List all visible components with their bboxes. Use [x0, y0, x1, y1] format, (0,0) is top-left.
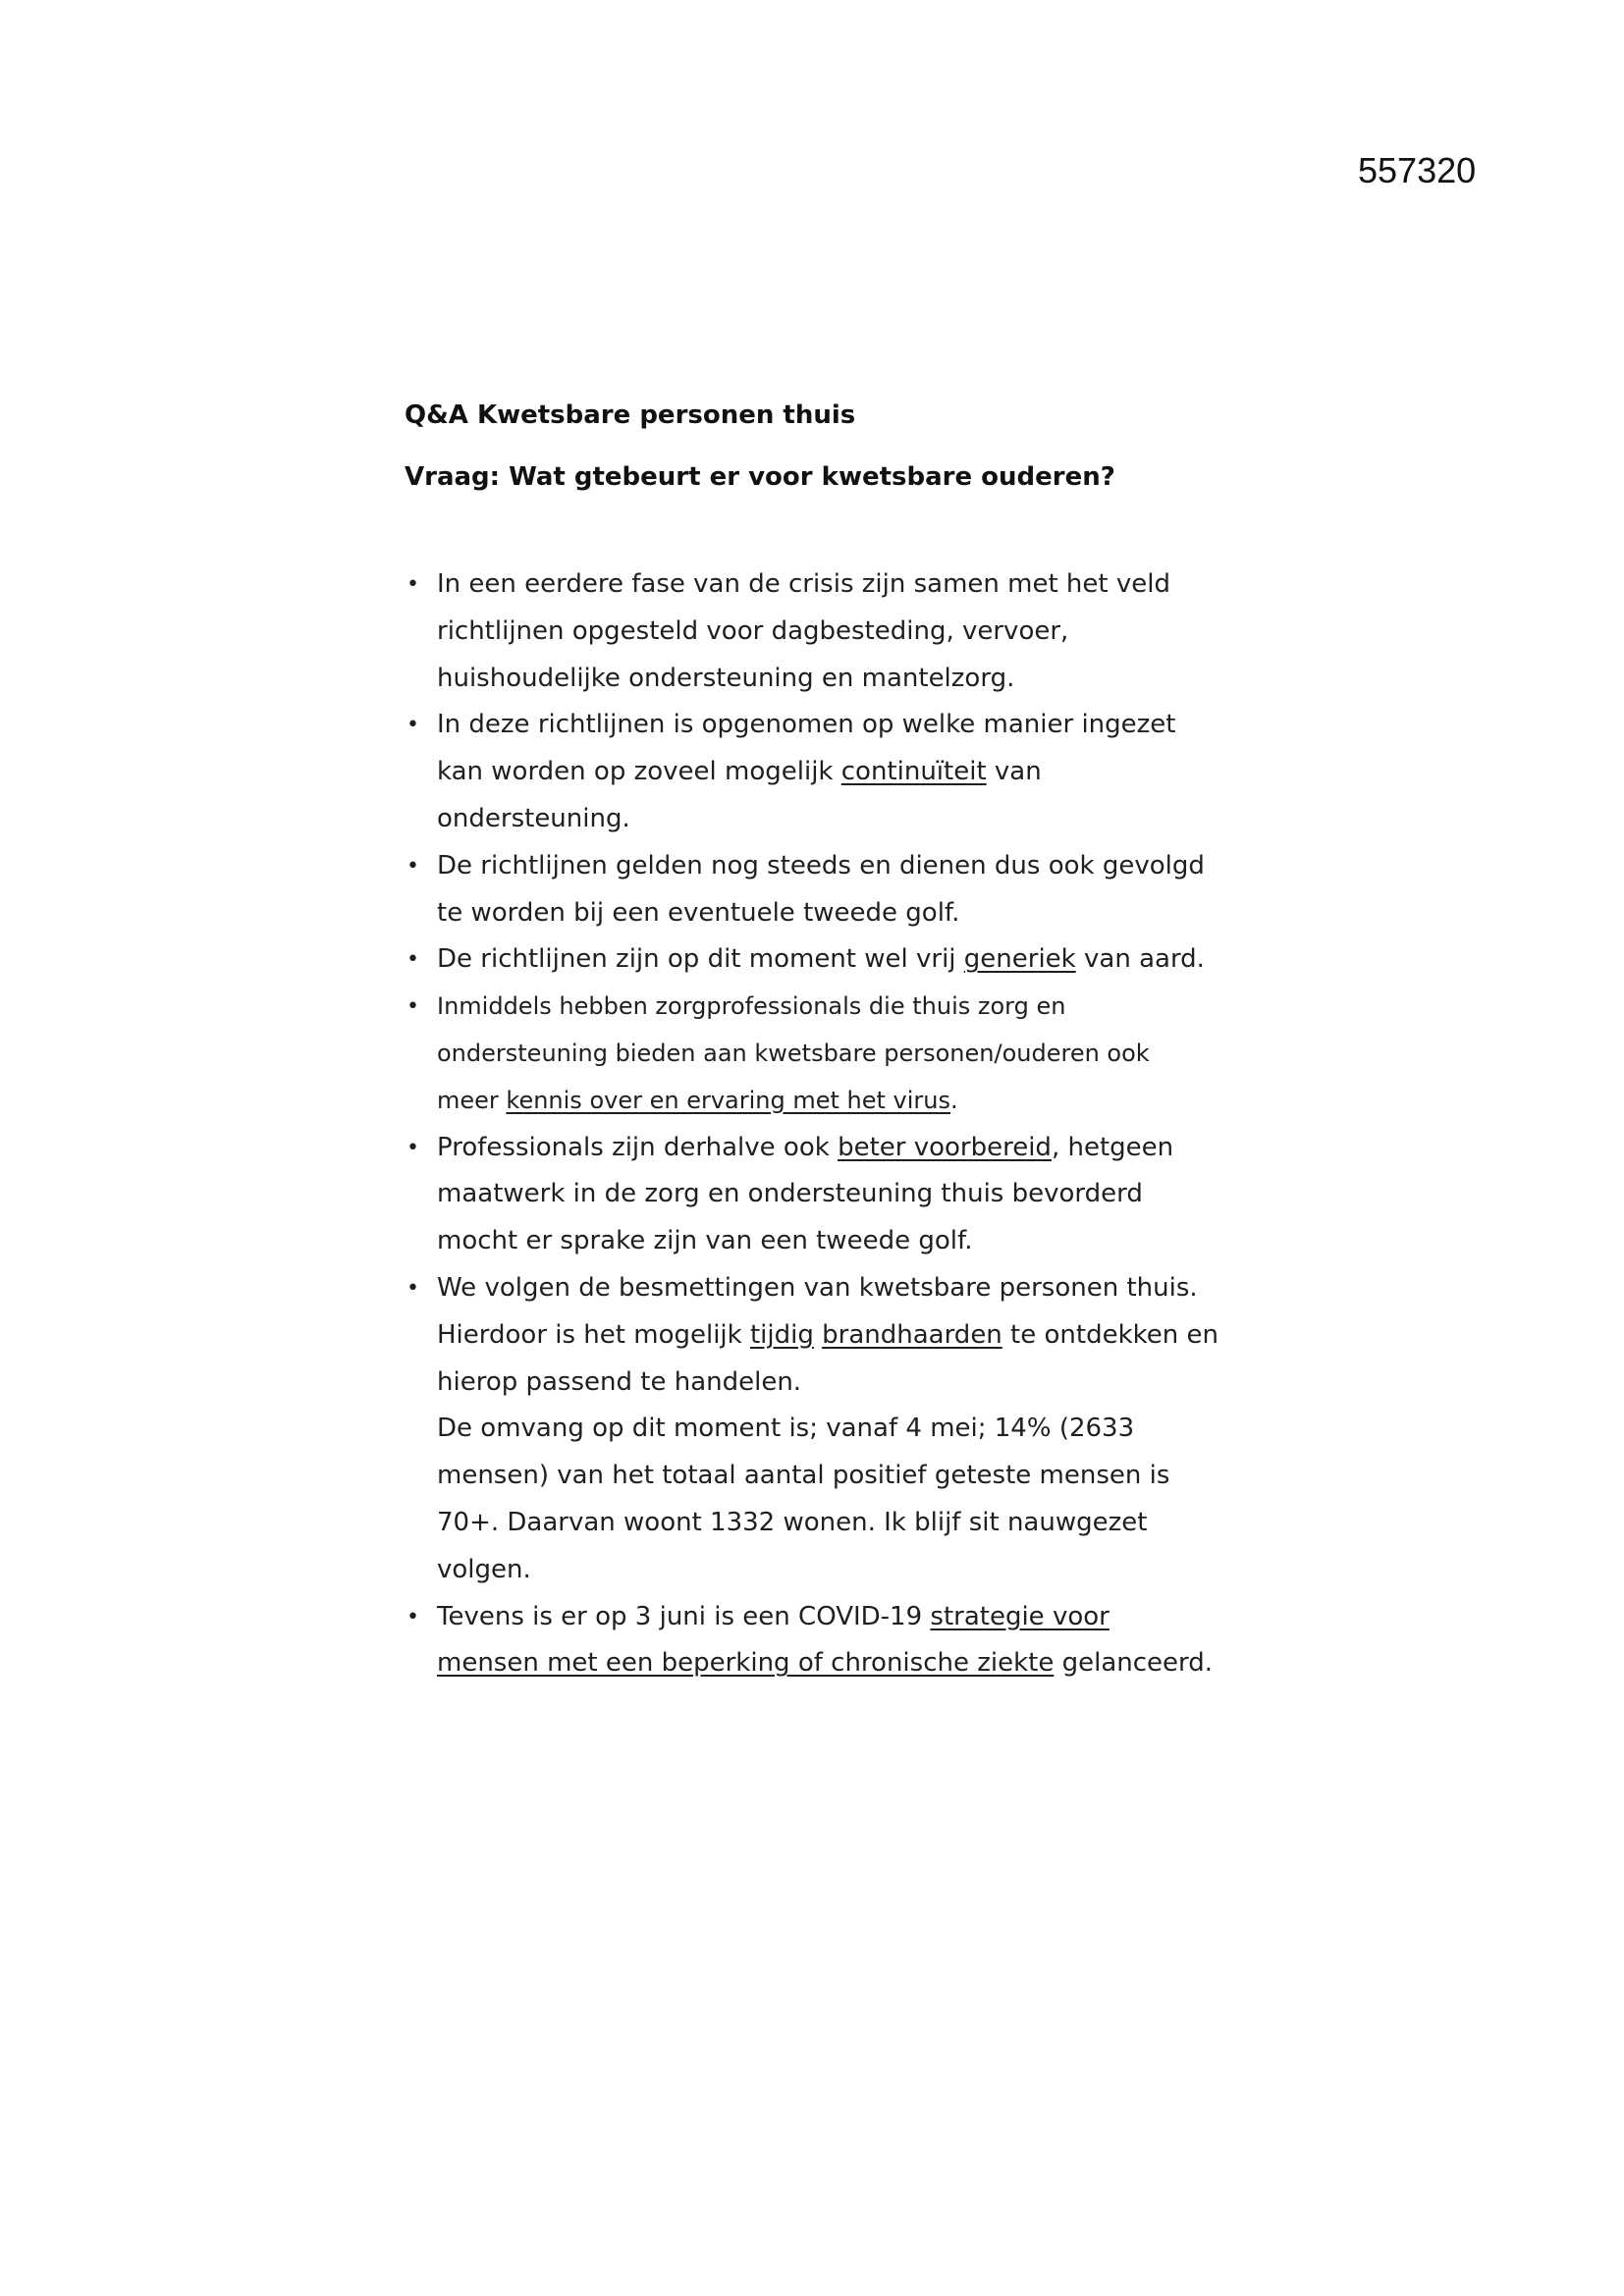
- bullet-dot-icon: •: [406, 947, 419, 973]
- bullet-line: [437, 702, 1269, 749]
- bullet-item: [405, 843, 1269, 937]
- text-segment: 70+. Daarvan woont 1332 wonen. Ik blijf sit nauwgezet: [437, 1507, 1148, 1537]
- document-id: 557320: [1358, 150, 1477, 190]
- bullet-item: [405, 984, 1269, 1124]
- text-segment: In een eerdere fase van de crisis zijn samen met het veld: [437, 569, 1170, 599]
- bullet-dot-icon: •: [406, 572, 419, 597]
- bullet-line: [437, 1265, 1269, 1312]
- underlined-text: mensen met een beperking of chronische ziekte: [437, 1648, 1055, 1679]
- text-segment: , hetgeen: [1051, 1132, 1174, 1162]
- text-segment: van: [986, 757, 1042, 787]
- text-segment: ondersteuning bieden aan kwetsbare personen/ouderen ook: [437, 1039, 1150, 1067]
- text-segment: ondersteuning.: [437, 803, 630, 833]
- bullet-item: [405, 702, 1269, 842]
- bullet-line: [437, 1171, 1269, 1218]
- bullet-item: [405, 1125, 1269, 1265]
- bullet-dot-icon: •: [406, 1275, 419, 1301]
- bullet-line: [437, 843, 1269, 890]
- bullet-line: [437, 609, 1269, 656]
- bullet-line: [437, 749, 1269, 796]
- text-segment: We volgen de besmettingen van kwetsbare personen thuis.: [437, 1272, 1198, 1303]
- text-segment: huishoudelijke ondersteuning en mantelzorg.: [437, 663, 1015, 693]
- bullet-line: [437, 984, 1269, 1031]
- bullet-item: [405, 936, 1269, 984]
- text-segment: van aard.: [1075, 944, 1205, 975]
- text-segment: mocht er sprake zijn van een tweede golf.: [437, 1226, 973, 1256]
- bullet-line: [437, 1500, 1269, 1547]
- bullet-dot-icon: •: [406, 1604, 419, 1629]
- answer-bullet-list: [405, 561, 1269, 1687]
- bullet-line: [437, 1031, 1269, 1078]
- bullet-line: [437, 1406, 1269, 1453]
- text-segment: Hierdoor is het mogelijk: [437, 1319, 750, 1350]
- text-segment: In deze richtlijnen is opgenomen op welke manier ingezet: [437, 710, 1176, 740]
- text-segment: meer: [437, 1086, 507, 1114]
- underlined-text: brandhaarden: [822, 1319, 1002, 1350]
- bullet-line: [437, 656, 1269, 703]
- bullet-line: [437, 1125, 1269, 1172]
- bullet-item: [405, 1265, 1269, 1594]
- bullet-line: [437, 1640, 1269, 1687]
- text-segment: te ontdekken en: [1001, 1319, 1218, 1350]
- bullet-line: [437, 936, 1269, 984]
- underlined-text: kennis over en ervaring met het virus: [506, 1086, 950, 1114]
- bullet-line: [437, 1360, 1269, 1407]
- text-segment: Professionals zijn derhalve ook: [437, 1132, 839, 1162]
- text-segment: [814, 1320, 822, 1350]
- text-segment: Inmiddels hebben zorgprofessionals die thuis zorg en: [437, 992, 1066, 1021]
- bullet-dot-icon: •: [406, 1135, 419, 1160]
- text-segment: Tevens is er op 3 juni is een COVID-19: [437, 1601, 931, 1631]
- bullet-line: [437, 1312, 1269, 1360]
- text-segment: volgen.: [437, 1554, 531, 1584]
- text-segment: hierop passend te handelen.: [437, 1366, 802, 1397]
- question-heading: Vraag: Wat gtebeurt er voor kwetsbare ouderen?: [405, 462, 1115, 492]
- text-segment: gelanceerd.: [1054, 1648, 1214, 1679]
- underlined-text: generiek: [963, 944, 1076, 975]
- underlined-text: continuïteit: [840, 757, 987, 787]
- text-segment: De richtlijnen gelden nog steeds en dienen dus ook gevolgd: [437, 850, 1205, 881]
- text-segment: De richtlijnen zijn op dit moment wel vrij: [437, 944, 964, 975]
- bullet-dot-icon: •: [406, 994, 419, 1020]
- bullet-line: [437, 1218, 1269, 1265]
- bullet-line: [437, 890, 1269, 937]
- text-segment: richtlijnen opgesteld voor dagbesteding, vervoer,: [437, 615, 1069, 646]
- bullet-item: [405, 1594, 1269, 1688]
- bullet-line: [437, 796, 1269, 843]
- document-title: Q&A Kwetsbare personen thuis: [405, 400, 856, 430]
- bullet-item: [405, 561, 1269, 702]
- text-segment: kan worden op zoveel mogelijk: [437, 757, 841, 787]
- bullet-line: [437, 1594, 1269, 1641]
- bullet-line: [437, 1547, 1269, 1594]
- text-segment: maatwerk in de zorg en ondersteuning thuis bevorderd: [437, 1179, 1143, 1209]
- bullet-dot-icon: •: [406, 853, 419, 879]
- underlined-text: strategie voor: [930, 1601, 1110, 1631]
- text-segment: te worden bij een eventuele tweede golf.: [437, 897, 960, 928]
- underlined-text: tijdig: [749, 1319, 814, 1350]
- text-segment: De omvang op dit moment is; vanaf 4 mei; 14% (2633: [437, 1414, 1135, 1444]
- text-segment: mensen) van het totaal aantal positief geteste mensen is: [437, 1461, 1170, 1491]
- bullet-line: [437, 1453, 1269, 1500]
- bullet-line: [437, 561, 1269, 609]
- underlined-text: beter voorbereid: [838, 1132, 1052, 1162]
- text-segment: .: [950, 1086, 958, 1114]
- document-body: [405, 398, 1269, 1687]
- bullet-line: [437, 1078, 1269, 1125]
- bullet-dot-icon: •: [406, 713, 419, 738]
